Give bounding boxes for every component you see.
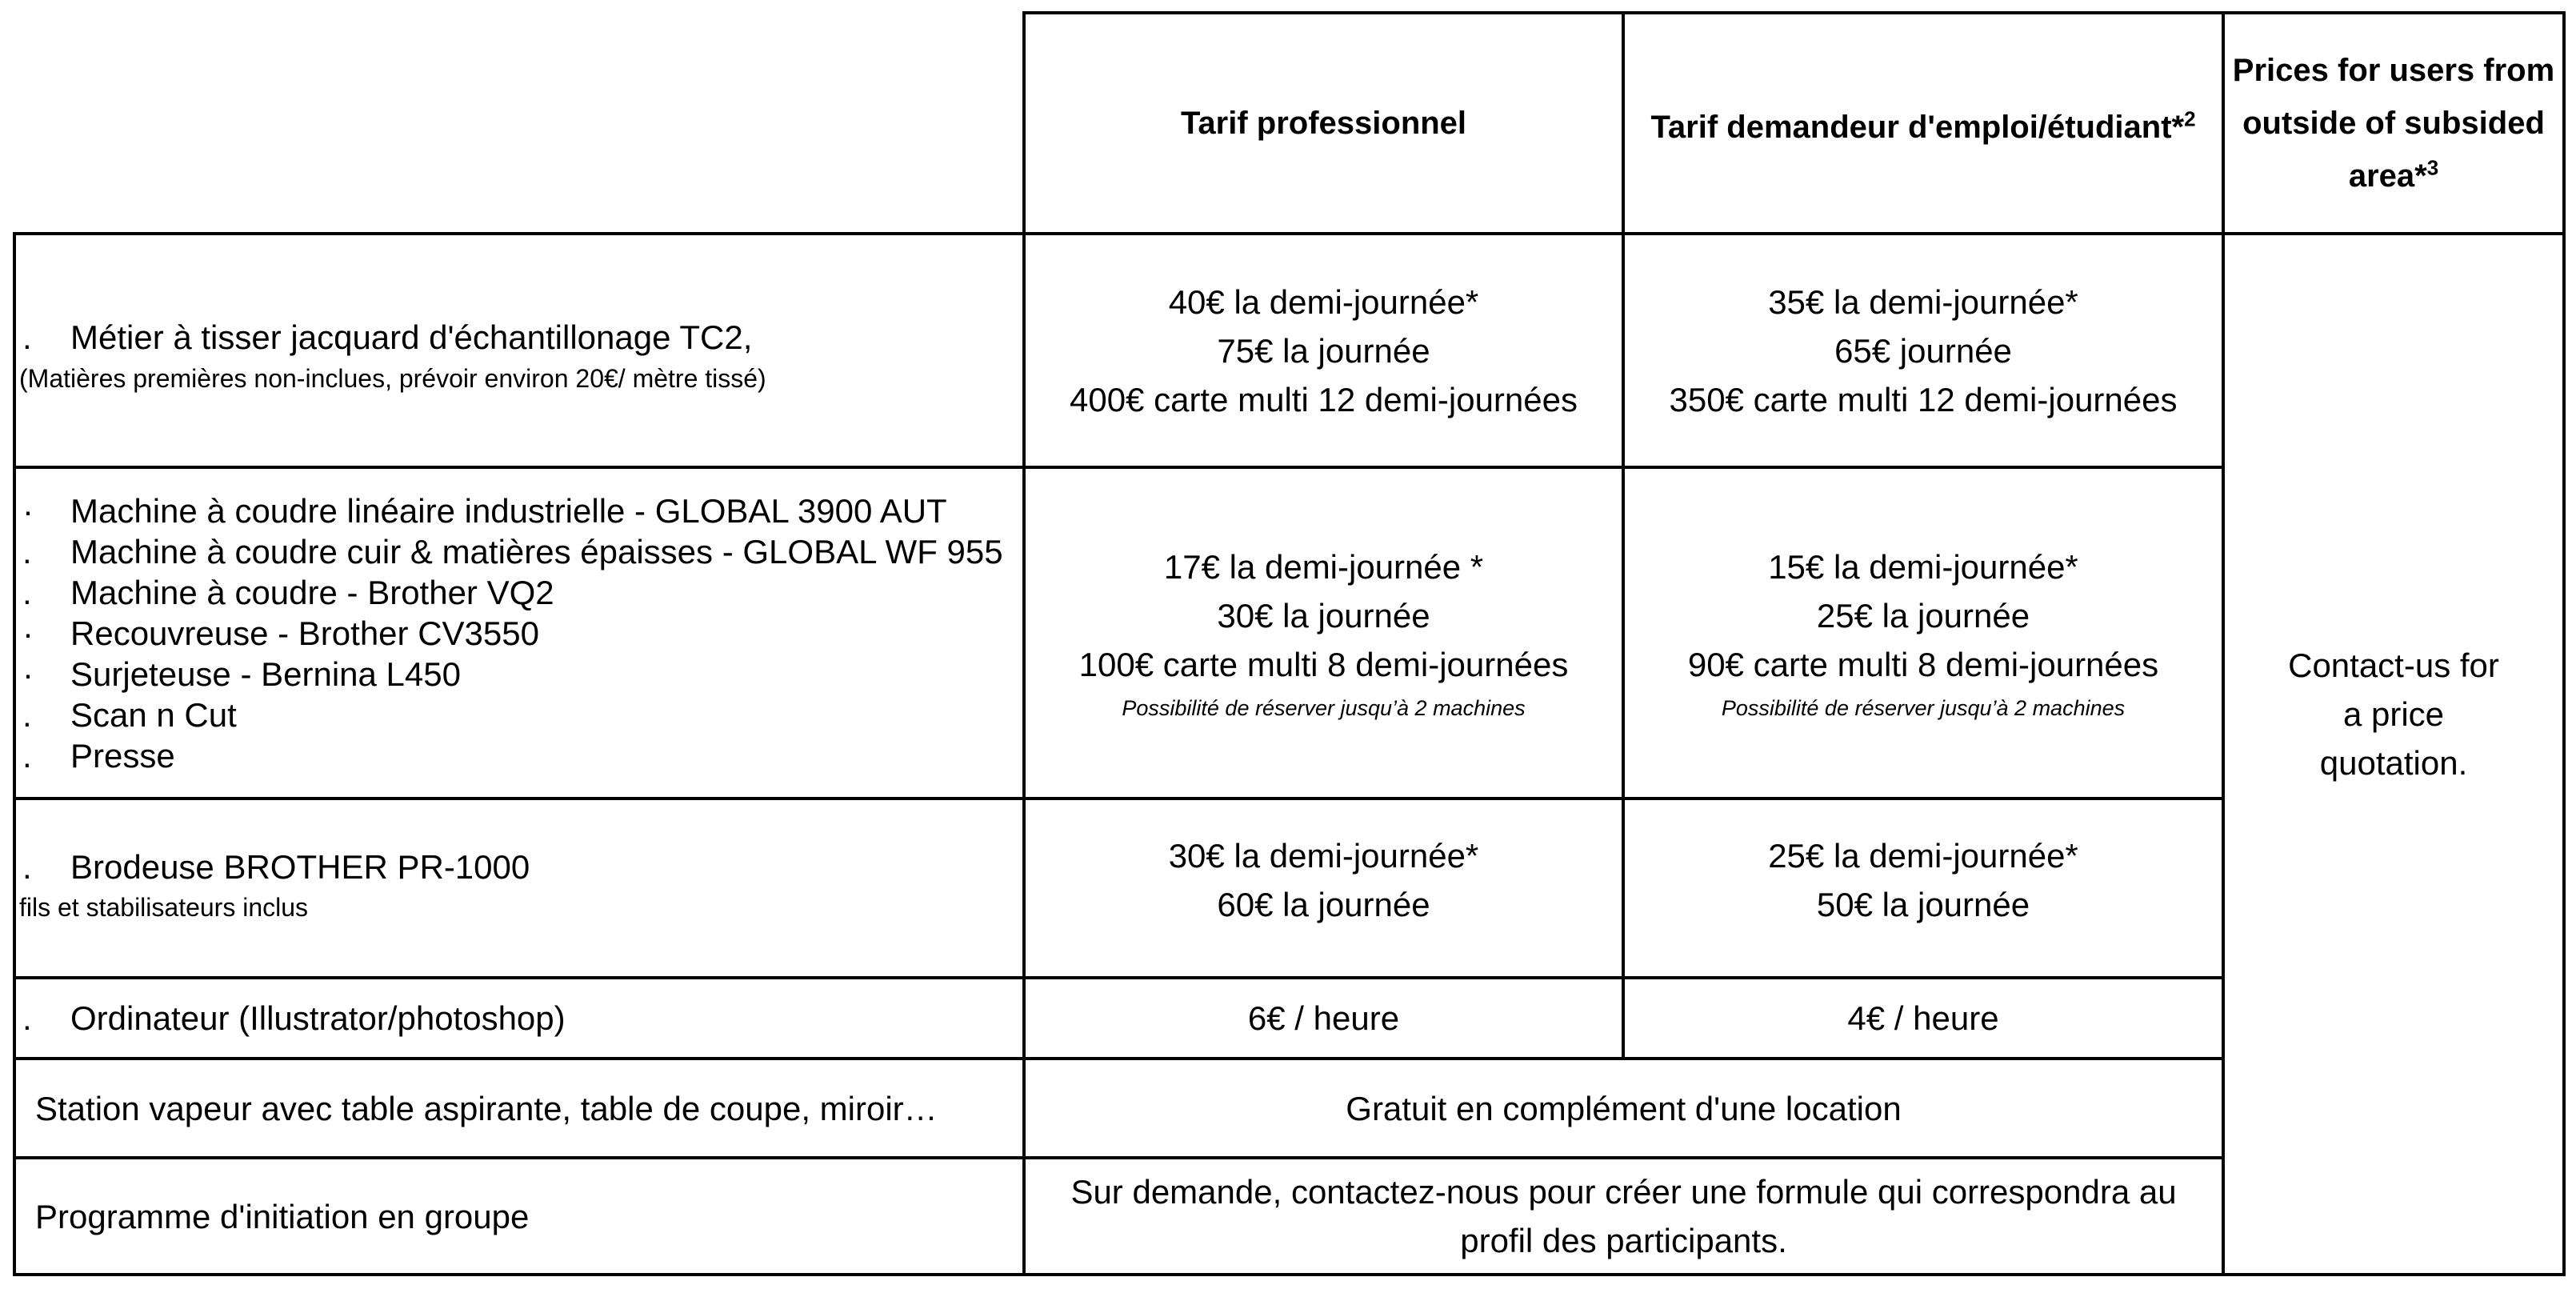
row-1-pro: 40€ la demi-journée* 75€ la journée 400€ carte multi 12 demi-journées (1069, 282, 1578, 418)
header-student: Tarif demandeur d'emploi/étudiant*$^2$ (1650, 106, 2196, 145)
row-1-subtext: (Matières premières non-inclues, prévoir environ 20€/ mètre tissé) (19, 364, 766, 393)
row-3-pro: 30€ la demi-journée* 60€ la journée (1168, 837, 1479, 923)
list-item: . Ordinateur (Illustrator/photoshop) (22, 999, 566, 1037)
list-item: . Métier à tisser jacquard d'échantillonage TC2, (22, 318, 753, 356)
row-4-label (19, 979, 1019, 1057)
grid-line (13, 232, 16, 1276)
row-6-merged: Sur demande, contactez-nous pour créer une formule qui correspondra au profil des participants. (1070, 1173, 2177, 1259)
row-6-label: Programme d'initiation en groupe (35, 1197, 530, 1235)
list-item: . Machine à coudre cuir & matières épaisses - GLOBAL WF 955 (22, 532, 1003, 570)
row-1-student: 35€ la demi-journée* 65€ journée 350€ carte multi 12 demi-journées (1669, 282, 2178, 418)
list-item: . Presse (22, 736, 175, 775)
header-pro: Tarif professionnel (1180, 106, 1467, 141)
row-1-label (19, 235, 1019, 466)
row-2-student: 15€ la demi-journée* 25€ la journée 90€ carte multi 8 demi-journées Possibilité de réserver jusqu’à 2 machines (1625, 469, 2222, 797)
list-item: · Surjeteuse - Bernina L450 (22, 655, 461, 693)
row-4-pro: 6€ / heure (1247, 999, 1400, 1037)
row-5-merged: Gratuit en complément d'une location (1346, 1089, 1902, 1127)
reservation-note: Possibilité de réserver jusqu’à 2 machines (1721, 695, 2126, 720)
header-outside: Prices for users from outside of subsided area*$^3$ (2232, 53, 2555, 194)
row-5-label: Station vapeur avec table aspirante, table de coupe, miroir… (35, 1089, 938, 1127)
row-2-label (19, 469, 1019, 797)
list-item: · Machine à coudre linéaire industrielle - GLOBAL 3900 AUT (22, 491, 947, 530)
list-item: · Recouvreuse - Brother CV3550 (22, 614, 539, 652)
row-3-student: 25€ la demi-journée* 50€ la journée (1768, 837, 2078, 923)
list-item: . Brodeuse BROTHER PR-1000 (22, 848, 530, 886)
row-3-subtext: fils et stabilisateurs inclus (19, 893, 309, 922)
grid-line (2562, 11, 2566, 1276)
list-item: . Machine à coudre - Brother VQ2 (22, 573, 554, 611)
row-3-label (19, 800, 1019, 976)
reservation-note: Possibilité de réserver jusqu’à 2 machines (1122, 695, 1526, 720)
row-2-pro: 17€ la demi-journée * 30€ la journée 100€ carte multi 8 demi-journées Possibilité de réserver jusqu’à 2 machines (1026, 469, 1622, 797)
row-4-student: 4€ / heure (1847, 999, 1999, 1037)
grid-line (13, 1273, 2566, 1276)
list-item: . Scan n Cut (22, 695, 237, 734)
outside-quote: Contact-us for a price quotation. (2288, 646, 2499, 782)
